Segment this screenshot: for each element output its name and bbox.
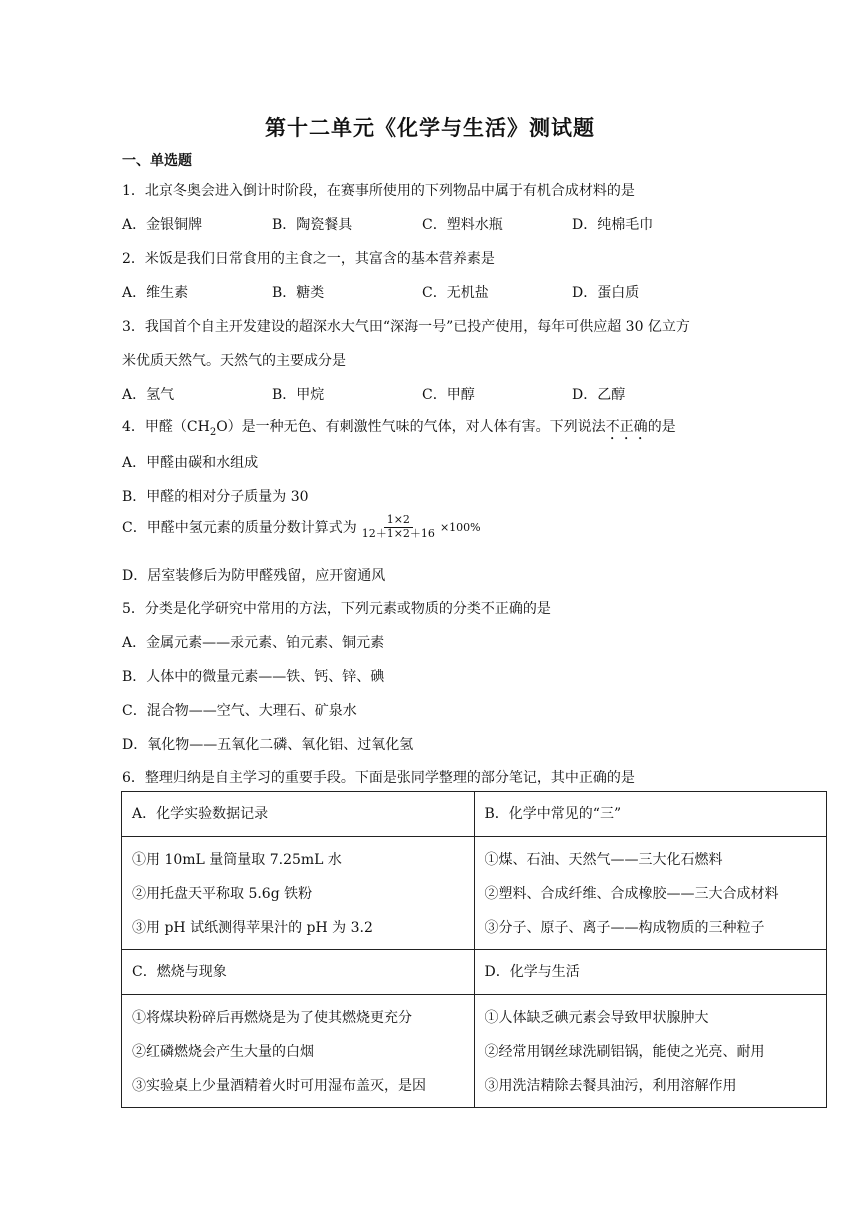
question-4-option-d: D．居室装修后为防甲醛残留，应开窗通风 xyxy=(122,568,386,584)
notes-cell-c-body xyxy=(122,995,475,1108)
notes-b-item-2: ②塑料、合成纤维、合成橡胶——三大合成材料 xyxy=(484,886,779,902)
formula-percent: ×100% xyxy=(439,520,481,534)
question-4-subscript: 2 xyxy=(209,426,217,438)
notes-b-item-3: ③分子、原子、离子——构成物质的三种粒子 xyxy=(484,920,765,936)
question-5-option-b: B．人体中的微量元素——铁、钙、锌、碘 xyxy=(122,669,385,685)
notes-table xyxy=(121,791,827,1108)
formula-numerator: 1×2 xyxy=(384,514,413,528)
question-3-option-d: D．乙醇 xyxy=(572,387,626,403)
notes-cell-a-body xyxy=(122,837,475,950)
section-heading: 一、单选题 xyxy=(122,153,192,169)
question-4-option-c-text: C．甲醛中氢元素的质量分数计算式为 xyxy=(122,520,357,537)
notes-a-item-3: ③用 pH 试纸测得苹果汁的 pH 为 3.2 xyxy=(132,920,373,936)
notes-c-item-2: ②红磷燃烧会产生大量的白烟 xyxy=(132,1044,314,1060)
question-1-option-d: D．纯棉毛巾 xyxy=(572,217,654,233)
question-4-stem-suffix: 的是 xyxy=(647,419,676,435)
notes-b-item-1: ①煤、石油、天然气——三大化石燃料 xyxy=(484,852,723,868)
question-2-option-b: B．糖类 xyxy=(272,285,325,301)
notes-d-item-3: ③用洗洁精除去餐具油污，利用溶解作用 xyxy=(484,1078,737,1094)
question-5-option-d: D．氧化物——五氧化二磷、氧化铝、过氧化氢 xyxy=(122,737,414,753)
notes-cell-c-head: C．燃烧与现象 xyxy=(122,950,475,995)
question-5-option-a: A．金属元素——汞元素、铂元素、铜元素 xyxy=(122,635,385,651)
notes-cell-d-head: D．化学与生活 xyxy=(474,950,827,995)
question-4-option-a: A．甲醛由碳和水组成 xyxy=(122,455,259,471)
question-1-stem: 1．北京冬奥会进入倒计时阶段，在赛事所使用的下列物品中属于有机合成材料的是 xyxy=(122,183,635,199)
notes-c-item-1: ①将煤块粉碎后再燃烧是为了使其燃烧更充分 xyxy=(132,1010,412,1026)
question-3-stem-line2: 米优质天然气。天然气的主要成分是 xyxy=(122,353,346,369)
question-2-option-a: A．维生素 xyxy=(122,285,189,301)
question-3-stem-line1: 3．我国首个自主开发建设的超深水大气田“深海一号”已投产使用，每年可供应超 30 亿立方 xyxy=(122,319,690,335)
question-3-option-a: A．氢气 xyxy=(122,387,175,403)
notes-a-item-1: ①用 10mL 量筒量取 7.25mL 水 xyxy=(132,852,342,868)
formula-denominator: 12＋1×2＋16 xyxy=(361,526,435,540)
question-1-option-c: C．塑料水瓶 xyxy=(422,217,503,233)
notes-d-item-2: ②经常用钢丝球洗刷铝锅，能使之光亮、耐用 xyxy=(484,1044,765,1060)
question-5-option-c: C．混合物——空气、大理石、矿泉水 xyxy=(122,703,357,719)
question-4-stem xyxy=(122,416,676,443)
question-4-option-b: B．甲醛的相对分子质量为 30 xyxy=(122,489,309,505)
question-4-stem-prefix: 4．甲醛（CH xyxy=(122,419,210,435)
question-6-stem: 6．整理归纳是自主学习的重要手段。下面是张同学整理的部分笔记，其中正确的是 xyxy=(122,770,635,786)
question-2-option-d: D．蛋白质 xyxy=(572,285,640,301)
question-3-options xyxy=(122,384,722,404)
notes-d-item-1: ①人体缺乏碘元素会导致甲状腺肿大 xyxy=(484,1010,709,1026)
question-3-option-c: C．甲醇 xyxy=(422,387,475,403)
question-1-options xyxy=(122,214,722,234)
question-5-stem: 5．分类是化学研究中常用的方法，下列元素或物质的分类不正确的是 xyxy=(122,601,551,617)
question-2-options xyxy=(122,282,722,302)
notes-a-item-2: ②用托盘天平称取 5.6g 铁粉 xyxy=(132,886,313,902)
question-4-option-c xyxy=(122,514,481,540)
question-1-option-b: B．陶瓷餐具 xyxy=(272,217,353,233)
notes-cell-a-head: A．化学实验数据记录 xyxy=(122,792,475,837)
mass-fraction-formula xyxy=(359,514,438,540)
question-4-emphasis: 不正确 xyxy=(605,419,648,435)
notes-cell-d-body xyxy=(474,995,827,1108)
question-2-option-c: C．无机盐 xyxy=(422,285,489,301)
notes-cell-b-body xyxy=(474,837,827,950)
question-4-stem-mid: O）是一种无色、有刺激性气味的气体，对人体有害。下列说法 xyxy=(216,419,606,435)
page-title: 第十二单元《化学与生活》测试题 xyxy=(265,115,595,140)
notes-c-item-3: ③实验桌上少量酒精着火时可用湿布盖灭，是因 xyxy=(132,1078,426,1094)
question-2-stem: 2．米饭是我们日常食用的主食之一，其富含的基本营养素是 xyxy=(122,251,495,267)
notes-cell-b-head: B．化学中常见的“三” xyxy=(474,792,827,837)
question-3-option-b: B．甲烷 xyxy=(272,387,325,403)
question-1-option-a: A．金银铜牌 xyxy=(122,217,203,233)
